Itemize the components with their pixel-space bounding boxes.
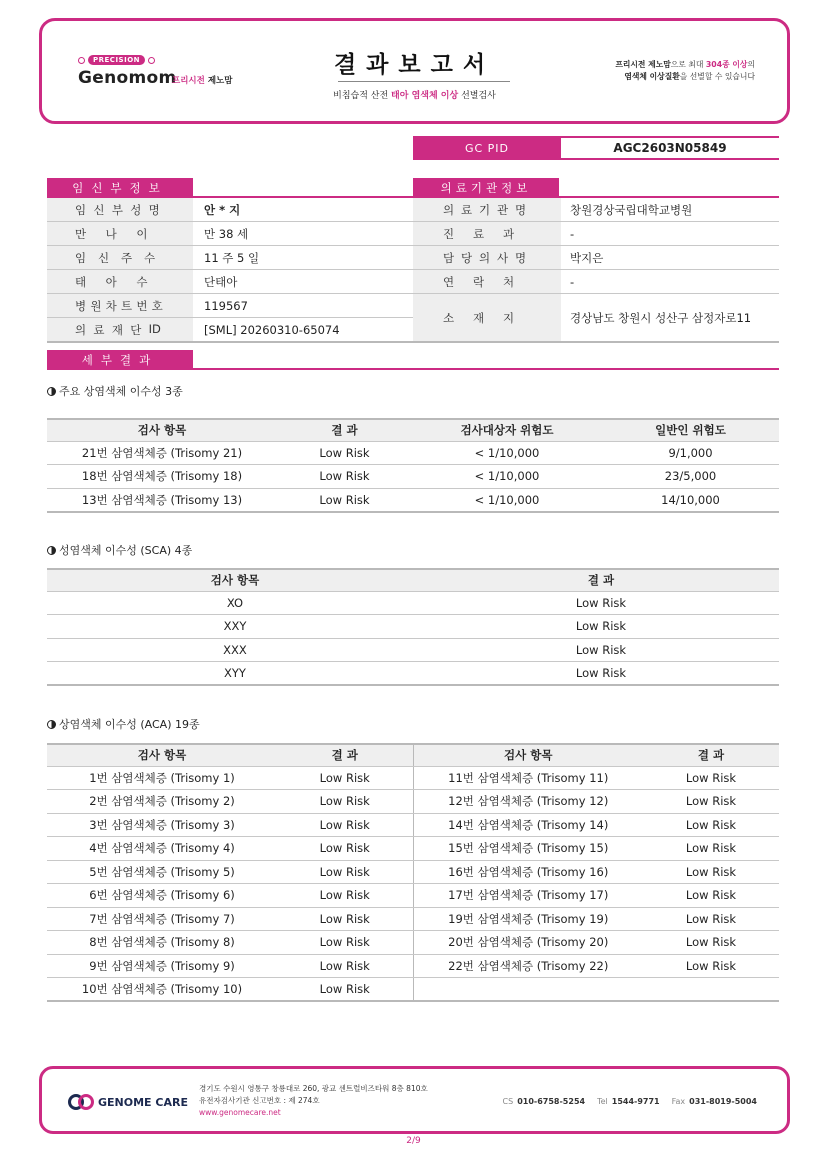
report-header — [39, 18, 790, 124]
table-row: 18번 삼염색체증 (Trisomy 18) Low Risk < 1/10,000 23/5,000 — [47, 465, 779, 489]
doctor-label: 담 당 의 사 명 — [413, 246, 561, 269]
table-row: 10번 삼염색체증 (Trisomy 10) Low Risk — [47, 978, 779, 1002]
aca-heading: 상염색체 이수성 (ACA) 19종 — [47, 716, 200, 732]
institution-name-label: 의 료 기 관 명 — [413, 198, 561, 221]
half-circle-icon — [47, 546, 56, 555]
header-tagline: 프리시전 제노맘으로 최대 304종 이상의 염색체 이상질환을 선별할 수 있습니다 — [615, 60, 755, 81]
col-header: 일반인 위험도 — [602, 419, 779, 441]
table-row: 3번 삼염색체증 (Trisomy 3) Low Risk 14번 삼염색체증 (Trisomy 14) Low Risk — [47, 813, 779, 837]
col-header: 검사 항목 — [47, 744, 277, 766]
title-divider — [338, 81, 510, 82]
address-value: 경상남도 창원시 성산구 삼정자로11 — [570, 310, 752, 325]
col-header: 검사 항목 — [413, 744, 643, 766]
col-header: 검사 항목 — [47, 569, 423, 591]
table-row: 1번 삼염색체증 (Trisomy 1) Low Risk 11번 삼염색체증 (Trisomy 11) Low Risk — [47, 766, 779, 790]
table-row: 2번 삼염색체증 (Trisomy 2) Low Risk 12번 삼염색체증 (Trisomy 12) Low Risk — [47, 790, 779, 814]
department-value: - — [570, 226, 575, 241]
table-row: 13번 삼염색체증 (Trisomy 13) Low Risk < 1/10,000 14/10,000 — [47, 488, 779, 512]
precision-label: PRECISION — [88, 55, 145, 65]
col-header: 검사대상자 위험도 — [412, 419, 602, 441]
report-footer — [39, 1066, 790, 1134]
col-header: 결 과 — [277, 419, 412, 441]
table-row: XO Low Risk — [47, 591, 779, 615]
patient-name-value: 안 * 지 — [204, 202, 241, 217]
fetus-count-label: 태 아 수 — [47, 270, 193, 293]
patient-name-label: 임 신 부 성 명 — [47, 198, 193, 221]
sca-heading: 성염색체 이수성 (SCA) 4종 — [47, 542, 192, 558]
contact-value: - — [570, 274, 575, 289]
patient-section-title: 임신부정보 — [47, 178, 193, 198]
table-row: XXY Low Risk — [47, 615, 779, 639]
website-link[interactable]: www.genomecare.net — [199, 1108, 281, 1117]
table-row: 21번 삼염색체증 (Trisomy 21) Low Risk < 1/10,000 9/1,000 — [47, 441, 779, 465]
gestational-week-label: 임 신 주 수 — [47, 246, 193, 269]
patient-age-label: 만 나 이 — [47, 222, 193, 245]
info-bottom-rule — [47, 341, 779, 343]
brand-subtitle: 프리시전 제노맘 — [172, 76, 233, 86]
table-row: 8번 삼염색체증 (Trisomy 8) Low Risk 20번 삼염색체증 (Trisomy 20) Low Risk — [47, 931, 779, 955]
chart-number-label: 병 원 차 트 번 호 — [47, 294, 193, 317]
gestational-week-value: 11 주 5 일 — [204, 250, 260, 265]
page-title: 결과보고서 — [333, 52, 496, 78]
table-row: 6번 삼염색체증 (Trisomy 6) Low Risk 17번 삼염색체증 (Trisomy 17) Low Risk — [47, 884, 779, 908]
contact-numbers: CS 010-6758-5254 Tel 1544-9771 Fax 031-8019-5004 — [502, 1097, 757, 1106]
gc-pid-label: GC PID — [413, 136, 561, 160]
half-circle-icon — [47, 720, 56, 729]
page-number: 2/9 — [406, 1136, 421, 1146]
chart-number-value: 119567 — [204, 298, 248, 313]
genome-care-logo: GENOME CARE — [68, 1094, 188, 1110]
detail-section-title: 세부결과 — [47, 350, 193, 370]
aca-table — [47, 743, 779, 1002]
gc-pid-value: AGC2603N05849 — [561, 136, 779, 160]
page-subtitle: 비침습적 산전 태아 염색체 이상 선별검사 — [333, 91, 496, 101]
table-row: 7번 삼염색체증 (Trisomy 7) Low Risk 19번 삼염색체증 (Trisomy 19) Low Risk — [47, 907, 779, 931]
patient-age-value: 만 38 세 — [204, 226, 249, 241]
col-header: 검사 항목 — [47, 419, 277, 441]
col-header: 결 과 — [643, 744, 779, 766]
institution-name-value: 창원경상국립대학교병원 — [570, 202, 693, 217]
table-row: 9번 삼염색체증 (Trisomy 9) Low Risk 22번 삼염색체증 (Trisomy 22) Low Risk — [47, 954, 779, 978]
table-row: XXX Low Risk — [47, 638, 779, 662]
doctor-value: 박지은 — [570, 250, 604, 265]
fetus-count-value: 단태아 — [204, 274, 238, 289]
sca-table — [47, 568, 779, 686]
company-address: 경기도 수원시 영통구 창룡대로 260, 광교 센트럴비즈타워 8층 810호 유전자검사기관 신고번호 : 제 274호 www.genomecare.net — [199, 1084, 428, 1117]
contact-label: 연 락 처 — [413, 270, 561, 293]
foundation-id-label: 의 료 재 단 ID — [47, 318, 193, 341]
address-label: 소 재 지 — [413, 294, 561, 341]
table-row: 5번 삼염색체증 (Trisomy 5) Low Risk 16번 삼염색체증 (Trisomy 16) Low Risk — [47, 860, 779, 884]
department-label: 진 료 과 — [413, 222, 561, 245]
brand-logo: Genomom — [78, 68, 177, 88]
col-header: 결 과 — [423, 569, 779, 591]
half-circle-icon — [47, 387, 56, 396]
institution-section-title: 의료기관정보 — [413, 178, 559, 198]
major-trisomy-table — [47, 418, 779, 513]
col-header: 결 과 — [277, 744, 413, 766]
foundation-id-value: [SML] 20260310-65074 — [204, 322, 340, 337]
major-trisomy-heading: 주요 상염색체 이수성 3종 — [47, 383, 183, 399]
table-row: XYY Low Risk — [47, 662, 779, 686]
genome-care-mark-icon — [68, 1094, 94, 1110]
table-row: 4번 삼염색체증 (Trisomy 4) Low Risk 15번 삼염색체증 (Trisomy 15) Low Risk — [47, 837, 779, 861]
section-rule — [47, 368, 779, 370]
